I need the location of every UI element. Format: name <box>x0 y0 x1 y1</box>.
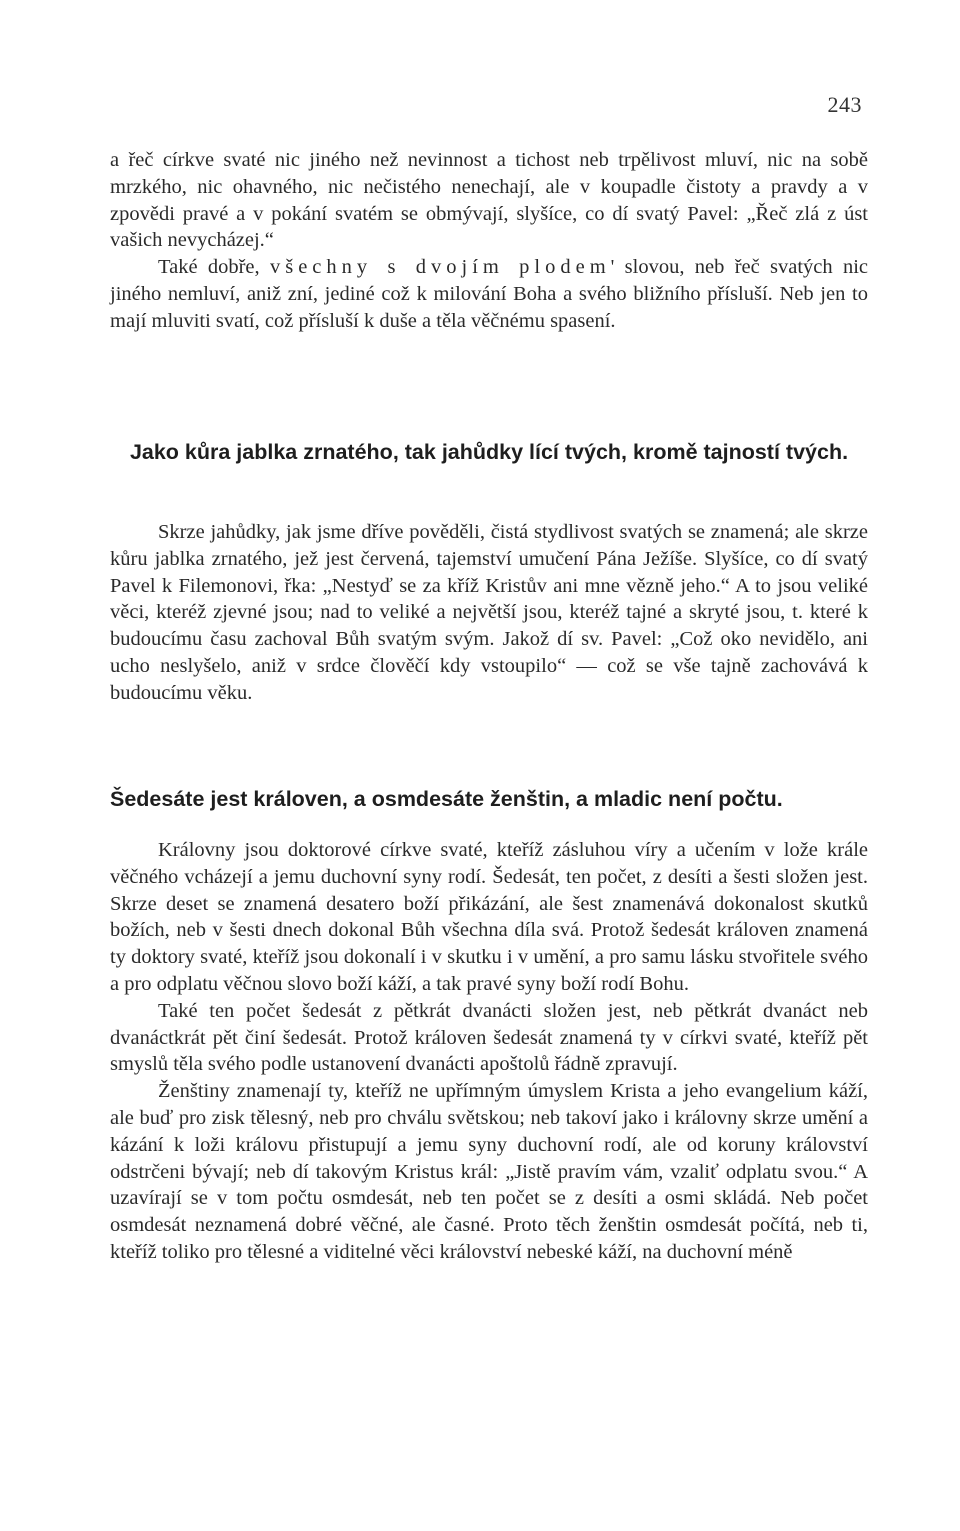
paragraph-start: Také dobře, <box>158 256 270 279</box>
page-number: 243 <box>827 92 862 117</box>
paragraph: a řeč církve svaté nic jiného než nevinnost a tichost neb trpělivost mluví, nic na sobě mrzkého, nic ohavného, nic nečistého nenechají, ale v koupadle čistoty a pravdy a v zpovědi pravé a v pokání svatém se obmývají, slyšíce, co dí svatý Pavel: „Řeč zlá z úst vašich nevycházej.“ <box>110 149 868 252</box>
section-3 <box>110 837 868 1266</box>
paragraph <box>110 254 868 334</box>
paragraph: Také ten počet šedesát z pětkrát dvanácti složen jest, neb pětkrát dvanáct neb dvanáctkrát pět činí šedesát. Protož královen šedesát znamená ty v církvi svaté, kteříž pět smyslů těla svého podle ustanovení dvanácti apoštolů řádně zpravují. <box>110 999 868 1076</box>
section-2 <box>110 519 868 707</box>
paragraph: Ženštiny znamenají ty, kteříž ne upřímným úmyslem Krista a jeho evangelium káží, ale buď pro zisk tělesný, neb pro chválu světskou; neb takoví jako i královny skrze umění a kázání k loži královu přistupují a jemu syny duchovní rodí, ale od koruny království odstrčeni bývají; neb dí takovým Kristus král: „Jistě pravím vám, vzaliť odplatu svou.“ A uzavírají se v tom počtu osmdesát, neb ten počet se z desíti a osmi skládá. Neb počet osmdesát neznamená dobré věčné, ale časné. Proto těch ženštin osmdesát počítá, neb ti, kteříž toliko pro tělesné a viditelné věci království nebeské káží, na duchovní méně <box>110 1080 868 1263</box>
paragraph: Královny jsou doktorové církve svaté, kteříž zásluhou víry a učením v lože krále věčného vcházejí a jemu duchovní syny rodí. Šedesát, ten počet, z desíti a šesti složen jest. Skrze deset se znamená desatero boží přikázání, ale šest znamenává dokonalost skutků božích, neb v šesti dnech dokonal Bůh všechna díla svá. Protož šedesát královen znamená ty doktory svaté, kteříž jsou dokonalí i v skutku i v umění, a pro samu lásku stvořitele svého a pro odplatu věčnou slovo boží káží, a tak pravé syny boží rodí Bohu. <box>110 839 868 995</box>
paragraph-rest: ' slovou, neb řeč svatých nic jiného nemluví, aniž zní, jediné což k milování Boha a svého bližního přísluší. Neb jen to mají mluviti svatí, což přísluší k duše a těla věčnému spasení. <box>110 256 869 332</box>
section-heading: Jako kůra jablka zrnatého, tak jahůdky lící tvých, kromě tajností tvých. <box>129 440 849 464</box>
emphasized-phrase: všechny s dvojím plodem <box>269 256 611 279</box>
section-heading: Šedesáte jest královen, a osmdesáte ženštin, a mladic není počtu. <box>110 787 783 811</box>
section-1 <box>110 147 868 335</box>
paragraph: Skrze jahůdky, jak jsme dříve pověděli, čistá stydlivost svatých se znamená; ale skrze kůru jablka zrnatého, jež jest červená, tajemství umučení Pána Ježíše. Slyšíce, co dí svatý Pavel k Filemonovi, řka: „Nestyď se za kříž Kristův ani mne vězně jeho.“ A to jsou veliké věci, kteréž zjevné jsou; nad to veliké a největší jsou, kteréž tajné a skryté jsou, t. které k budoucímu času zachoval Bůh svatým svým. Jakož dí sv. Pavel: „Což oko nevidělo, ani ucho neslyšelo, aniž v srdce člověčí kdy vstoupilo“ — což se vše tajně zachovává k budoucímu věku. <box>110 521 868 704</box>
